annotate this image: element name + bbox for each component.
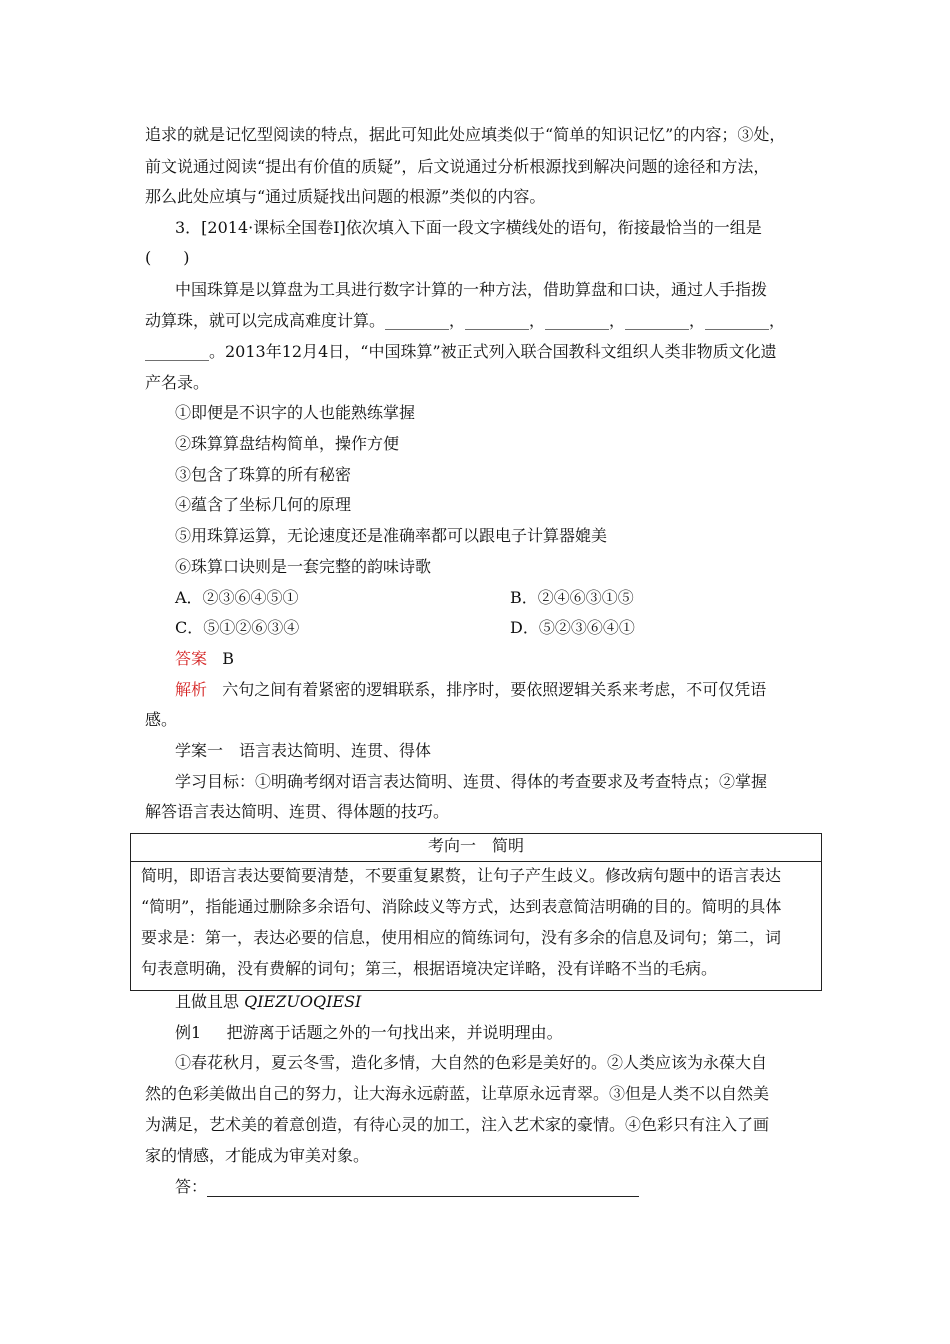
analysis-line <box>175 680 855 700</box>
analysis-line-2: 前文说通过阅读“提出有价值的质疑”，后文说通过分析根源找到解决问题的途径和方法， <box>145 157 770 176</box>
practice-heading <box>175 992 855 1012</box>
example-prompt: 把游离于话题之外的一句找出来，并说明理由。 <box>226 1023 563 1042</box>
answer-label: 答案 <box>175 649 208 668</box>
box-line-3: 要求是：第一，表达必要的信息，使用相应的简练词句，没有多余的信息及词句；第二，词 <box>141 928 782 947</box>
concept-box <box>130 833 822 991</box>
analysis-line-end: 感。 <box>145 710 178 729</box>
option-c: C．⑤①②⑥③④ <box>175 618 300 637</box>
example-line <box>175 1023 855 1043</box>
question-stem: 3．[2014·课标全国卷Ⅰ]依次填入下面一段文字横线处的语句，衔接最恰当的一组是 <box>175 218 762 237</box>
study-goal-line-1: 学习目标：①明确考纲对语言表达简明、连贯、得体的考查要求及考查特点；②掌握 <box>175 772 768 791</box>
option-a: A．②③⑥④⑤① <box>175 588 299 607</box>
sentence-item: ①即便是不识字的人也能熟练掌握 <box>175 403 416 422</box>
passage-line-4: 产名录。 <box>145 373 210 392</box>
box-line-2: “简明”，指能通过删除多余语句、消除歧义等方式，达到表意简洁明确的目的。简明的具体 <box>141 897 782 916</box>
option-b: B．②④⑥③①⑤ <box>510 588 634 607</box>
practice-heading-pinyin: QIEZUOQIESI <box>244 992 362 1011</box>
study-title: 学案一 语言表达简明、连贯、得体 <box>175 741 432 760</box>
sentence-item: ④蕴含了坐标几何的原理 <box>175 495 352 514</box>
practice-heading-text: 且做且思 <box>175 992 240 1011</box>
passage-line-3: ________。2013年12月4日，“中国珠算”被正式列入联合国教科文组织人类非物质文化遗 <box>145 342 777 361</box>
study-goal-line-2: 解答语言表达简明、连贯、得体题的技巧。 <box>145 802 450 821</box>
answer-bracket: ( ) <box>145 248 190 267</box>
example-label: 例1 <box>175 1023 202 1042</box>
answer-line <box>175 649 855 669</box>
analysis-text: 六句之间有着紧密的逻辑联系，排序时，要依照逻辑关系来考虑，不可仅凭语 <box>222 680 767 699</box>
answer-blank[interactable] <box>207 1180 639 1197</box>
example-text-line-1: ①春花秋月，夏云冬雪，造化多情，大自然的色彩是美好的。②人类应该为永葆大自 <box>175 1053 768 1072</box>
example-text-line-3: 为满足，艺术美的着意创造，有待心灵的加工，注入艺术家的豪情。④色彩只有注入了画 <box>145 1115 770 1134</box>
sentence-item: ③包含了珠算的所有秘密 <box>175 465 352 484</box>
analysis-line-3: 那么此处应填与“通过质疑找出问题的根源”类似的内容。 <box>145 187 546 206</box>
option-d: D．⑤②③⑥④① <box>510 618 635 637</box>
passage-line-2: 动算珠，就可以完成高难度计算。________，________，________，________，________， <box>145 311 786 330</box>
answer-value: B <box>222 649 235 668</box>
analysis-line-1: 追求的就是记忆型阅读的特点，据此可知此处应填类似于“简单的知识记忆”的内容；③处， <box>145 125 786 144</box>
sentence-item: ⑥珠算口诀则是一套完整的韵味诗歌 <box>175 557 432 576</box>
box-title: 考向一 简明 <box>427 836 524 855</box>
analysis-label: 解析 <box>175 680 208 699</box>
answer-blank-line <box>175 1177 855 1197</box>
sentence-item: ②珠算算盘结构简单，操作方便 <box>175 434 400 453</box>
box-line-1: 简明，即语言表达要简要清楚，不要重复累赘，让句子产生歧义。修改病句题中的语言表达 <box>141 866 782 885</box>
box-divider <box>131 861 821 862</box>
sentence-item: ⑤用珠算运算，无论速度还是准确率都可以跟电子计算器媲美 <box>175 526 608 545</box>
answer-prefix: 答： <box>175 1177 208 1196</box>
box-line-4: 句表意明确，没有费解的词句；第三，根据语境决定详略，没有详略不当的毛病。 <box>141 959 718 978</box>
example-text-line-2: 然的色彩美做出自己的努力，让大海永远蔚蓝，让草原永远青翠。③但是人类不以自然美 <box>145 1084 770 1103</box>
passage-line-1: 中国珠算是以算盘为工具进行数字计算的一种方法，借助算盘和口诀，通过人手指拨 <box>175 280 768 299</box>
example-text-line-4: 家的情感，才能成为审美对象。 <box>145 1146 370 1165</box>
